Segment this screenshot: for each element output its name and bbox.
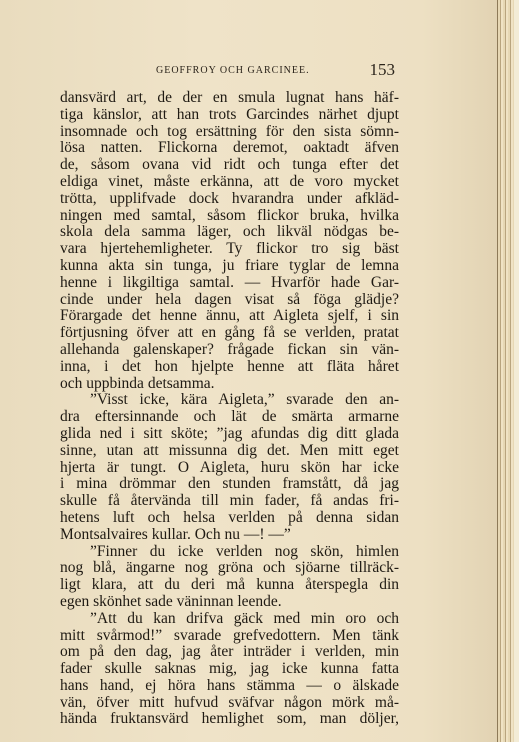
text-line: egen skönhet sade väninnan leende. (60, 592, 282, 610)
text-line: allehanda galenskaper? frågade fickan sin vän- (60, 340, 399, 358)
text-line: lösa natten. Flickorna deremot, oaktadt äfven (60, 139, 399, 157)
text-line: fader skulle saknas mig, jag icke kunna fatta (60, 660, 399, 678)
text-line: dra eftersinnande och lät de smärta armarne (60, 408, 399, 426)
text-line: mitt svårmod!” svarade grefvedottern. Men tänk (60, 626, 399, 644)
page-header (60, 60, 395, 80)
text-line: ligt klara, att du deri må kunna återspegla din (60, 576, 399, 594)
text-line: ”Att du kan drifva gäck med min oro och (90, 609, 399, 627)
text-line: ningen med samtal, såsom flickor bruka, hvilka (60, 206, 399, 224)
text-line: om på den dag, jag åter inträder i verlden, min (60, 643, 399, 661)
text-line: trötta, upplifvade dock hvarandra under afkläd- (60, 189, 399, 207)
running-title: GEOFFROY OCH GARCINEE. (156, 65, 310, 76)
text-line: Förargade det henne ännu, att Aigleta sjelf, i sin (60, 307, 399, 325)
text-line: de, såsom ovana vid ridt och tunga efter det (60, 156, 399, 174)
text-line: eldiga vinet, måste erkänna, att de voro mycket (60, 172, 399, 190)
text-line: vara hjertehemligheter. Ty flickor tro sig bäst (60, 240, 399, 258)
page-number: 153 (369, 60, 395, 79)
text-line: dansvärd art, de der en smula lugnat hans häf- (60, 89, 399, 106)
text-line: glida ned i sitt sköte; ”jag afundas dig ditt glada (60, 424, 399, 442)
text-line: förtjusning öfver att en gång få se verlden, pratat (60, 324, 399, 342)
book-fore-edge (497, 0, 519, 742)
text-line: hetens luft och helsa verlden på denna sidan (60, 508, 399, 526)
text-line: insomnade och tog ersättning för den sista sömn- (60, 122, 399, 140)
text-line: ”Finner du icke verlden nog skön, himlen (90, 542, 399, 560)
text-line: hända fruktansvärd hemlighet som, man döljer, (60, 710, 399, 728)
text-line: vän, öfver mitt hufvud sväfvar någon mörk må- (60, 693, 399, 711)
page-edge-highlight (514, 0, 519, 742)
text-line: Montsalvaires kullar. Och nu —! —” (60, 525, 291, 543)
text-line: och uppbinda detsamma. (60, 374, 215, 392)
text-line: ”Visst icke, kära Aigleta,” svarade den an- (90, 391, 399, 409)
text-line: i mina drömmar den stunden framstått, då jag (60, 475, 399, 493)
text-line: hans hand, ej höra hans stämma — o älskade (60, 676, 399, 694)
body-text (60, 90, 399, 728)
text-line: henne i likgiltiga samtal. — Hvarför hade Gar- (60, 273, 399, 291)
text-line: inna, i det hon hjelpte henne att fläta håret (60, 357, 399, 375)
text-line: skulle få återvända till min fader, få andas fri- (60, 492, 399, 510)
text-line: nog blå, ängarne nog gröna och sjöarne tillräck- (60, 559, 399, 577)
text-line: skola dela samma läger, och likväl nödgas be- (60, 223, 399, 241)
text-line: sinne, utan att missunna dig det. Men mitt eget (60, 441, 399, 459)
text-line: kunna akta sin tunga, ju friare tyglar de lemna (60, 256, 399, 274)
text-line: tiga känslor, att han trots Garcindes närhet djupt (60, 105, 399, 123)
text-line: hjerta är tungt. O Aigleta, huru skön har icke (60, 458, 399, 476)
text-line: cinde under hela dagen visat så föga glädje? (60, 290, 399, 308)
